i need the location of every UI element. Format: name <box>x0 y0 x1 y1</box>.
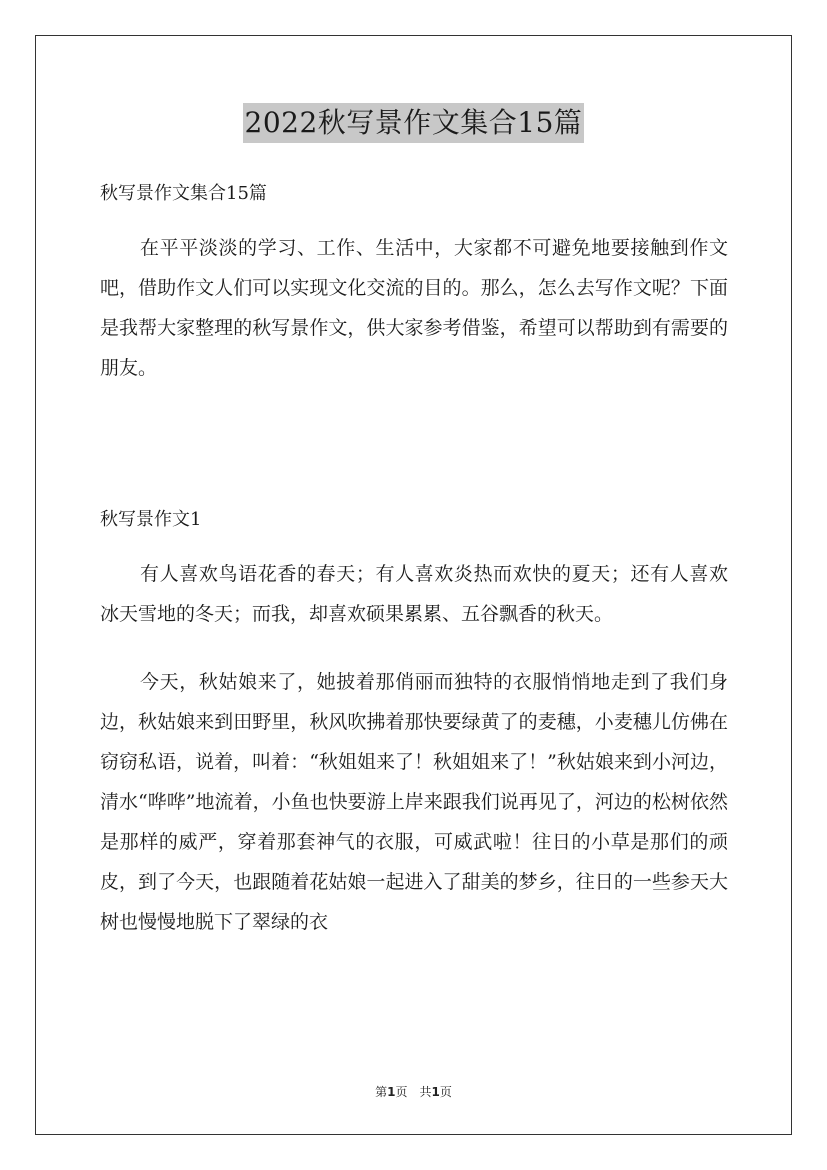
intro-paragraph: 在平平淡淡的学习、工作、生活中，大家都不可避免地要接触到作文吧，借助作文人们可以实现文化交流的目的。那么，怎么去写作文呢？下面是我帮大家整理的秋写景作文，供大家参考借鉴，希望可以帮助到有需要的朋友。 <box>100 237 728 379</box>
footer-page-total: 1 <box>431 1085 440 1099</box>
footer-page-suffix: 页 <box>439 1085 452 1099</box>
footer-page-current: 1 <box>387 1085 396 1099</box>
page-footer <box>0 1084 827 1100</box>
section-heading: 秋写景作文1 <box>100 509 202 530</box>
document-title-text: 2022秋写景作文集合15篇 <box>243 103 585 143</box>
document-subtitle: 秋写景作文集合15篇 <box>100 183 267 204</box>
footer-page-prefix: 第 <box>375 1085 388 1099</box>
document-title <box>0 102 827 143</box>
body-paragraph-2: 今天，秋姑娘来了，她披着那俏丽而独特的衣服悄悄地走到了我们身边，秋姑娘来到田野里，秋风吹拂着那快要绿黄了的麦穗，小麦穗儿仿佛在窃窃私语，说着，叫着：“秋姐姐来了！秋姐姐来了！”秋姑娘来到小河边，清水“哗哗”地流着，小鱼也快要游上岸来跟我们说再见了，河边的松树依然是那样的威严，穿着那套神气的衣服，可威武啦！往日的小草是那们的顽皮，到了今天，也跟随着花姑娘一起进入了甜美的梦乡，往日的一些参天大树也慢慢地脱下了翠绿的衣 <box>100 671 728 933</box>
footer-page-mid: 页 共 <box>395 1085 432 1099</box>
body-paragraph-1: 有人喜欢鸟语花香的春天；有人喜欢炎热而欢快的夏天；还有人喜欢冰天雪地的冬天；而我，却喜欢硕果累累、五谷飘香的秋天。 <box>100 563 728 625</box>
